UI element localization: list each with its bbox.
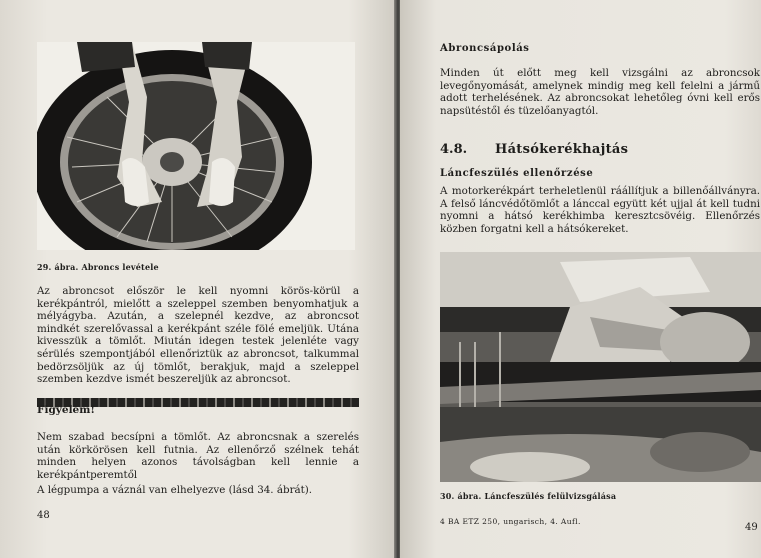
right-page-number: 49 xyxy=(745,522,758,533)
section-number: 4.8. xyxy=(440,142,468,157)
print-footer: 4 BA ETZ 250, ungarisch, 4. Aufl. xyxy=(440,517,581,526)
left-paragraph-3 xyxy=(37,484,359,497)
figure-30-caption: 30. ábra. Láncfeszülés felülvizsgálása xyxy=(440,491,617,501)
subheading-tire-care: Abroncsápolás xyxy=(440,43,530,54)
left-paragraph-3-text: A légpumpa a váznál van elhelyezve (lásd 34. ábrát). xyxy=(37,484,313,496)
figure-29-tire-removal-photo xyxy=(37,42,355,250)
figure-29-caption: 29. ábra. Abroncs levétele xyxy=(37,262,159,272)
left-page-number: 48 xyxy=(37,510,50,521)
right-paragraph-2 xyxy=(440,185,760,235)
subheading-chain-tension: Láncfeszülés ellenőrzése xyxy=(440,168,594,179)
figure-30-chain-tension-photo xyxy=(440,252,761,482)
right-paragraph-1 xyxy=(440,67,760,117)
left-paragraph-1 xyxy=(37,285,359,386)
left-paragraph-2-text: Nem szabad becsípni a tömlőt. Az abroncsnak a szerelés után körkörösen kell futnia. Az ellenőrző szélnek tehát minden helyen azonos távolságban kell lennie a kerékpántperemtől xyxy=(37,431,359,481)
right-page xyxy=(400,0,761,558)
warning-label: Figyelem! xyxy=(37,404,95,416)
left-paragraph-1-text: Az abroncsot először le kell nyomni körös-körül a kerékpántról, mielőtt a szeleppel szemben benyomhatjuk a mélyágyba. Azután, a szelepnél kezdve, az abroncsot mindkét szerelővassal a kerékpánt széle fölé emeljük. Utána kivesszük a tömlőt. Miután idegen testek jelenléte vagy sérülés szempontjából ellenőriztük az abroncsot, talkummal bedörzsöljük az új tömlőt, berakjuk, majd a szeleppel szemben kezdve ismét beszereljük az abroncsot. xyxy=(37,285,359,386)
section-title: Hátsókerékhajtás xyxy=(495,142,629,157)
left-paragraph-2 xyxy=(37,431,359,481)
right-paragraph-2-text: A motorkerékpárt terheletlenül ráállítjuk a billenőállványra. A felső láncvédőtömlőt a lánccal együtt két ujjal át kell tudni nyomni a hátsó kerékhimba keresztcsövéig. Ellenőrzés közben forgatni kell a hátsókereket. xyxy=(440,185,760,235)
right-paragraph-1-text: Minden út előtt meg kell vizsgálni az abroncsok levegőnyomását, amelynek mindig meg kell felelni a jármű adott terhelésének. Az abroncsokat lehetőleg óvni kell erős napsütéstől és tüzelőanyagtól. xyxy=(440,67,760,117)
